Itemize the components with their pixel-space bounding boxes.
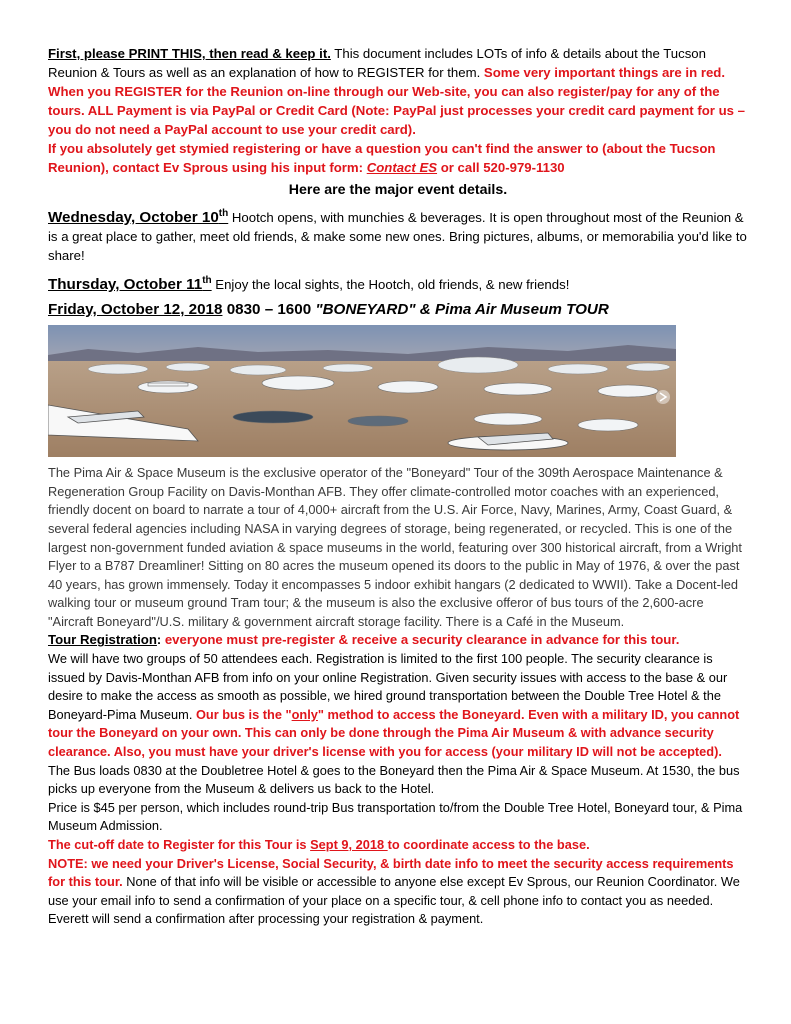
event-thursday-text: Enjoy the local sights, the Hootch, old friends, & new friends!: [211, 277, 570, 293]
bus-access-warning: " method to access the Boneyard. Even with a military ID, you cannot tour the Boneyard on your own. This can only be done through the Pima Air Museum & with advance security clearance. Also, you must have your driver's license with you for access (your military ID will not be accepted).: [48, 706, 740, 760]
event-friday-time: 0830 – 1600: [222, 301, 316, 319]
bus-schedule: The Bus loads 0830 at the Doubletree Hotel & goes to the Boneyard then the Pima Air & Space Museum. At 1530, the bus picks up everyone from the Museum & delivers us back to the Hotel.: [48, 762, 740, 797]
cutoff-notice: The cut-off date to Register for this Tour is Sept 9, 2018 to coordinate access to the base.: [48, 837, 590, 852]
preregister-notice: everyone must pre-register & receive a security clearance in advance for this tour.: [161, 632, 680, 648]
event-friday-date: Friday, October 12, 2018: [48, 301, 223, 319]
event-friday-tour-title: "BONEYARD" & Pima Air Museum TOUR: [315, 301, 609, 319]
contact-es-link[interactable]: Contact ES: [366, 160, 438, 175]
intro-description: This document includes LOTs of info & details about the Tucson Reunion & Tours as well as an explanation of how to REGISTER for them.: [48, 46, 706, 80]
registration-lead: Tour Registration: everyone must pre-register & receive a security clearance in advance for this tour.: [48, 632, 680, 648]
stymied-text: If you absolutely get stymied registering or have a question you can't find the answer to (about the Tucson Reunion), contact Ev Sprous using his input form:: [48, 141, 716, 175]
security-info-notice: NOTE: we need your Driver's License, Social Security, & birth date info to meet the security access requirements for this tour.: [48, 855, 734, 890]
phone-text: or call 520-979-1130: [437, 160, 565, 175]
major-events-heading: Here are the major event details.: [288, 182, 508, 198]
boneyard-aircraft-photo: [48, 325, 676, 457]
cutoff-date: Sept 9, 2018: [310, 837, 388, 852]
privacy-note-text: None of that info will be visible or accessible to anyone else except Ev Sprous, our Reunion Coordinator. We use your email info to send a confirmation of your place on a specific tour, & cell phone info to contact you as needed. Everett will send a confirmation after processing your registration & payment.: [48, 874, 740, 927]
registration-details-text: We will have two groups of 50 attendees each. Registration is limited to the first 100 people. The security clearance is issued by Davis-Monthan AFB from info on your online Registration. Given security issues with access to the base & our desire to make the access as smooth as possible, we hired ground transportation between the Double Tree Hotel & the Boneyard-Pima Museum.: [48, 651, 728, 722]
museum-description: The Pima Air & Space Museum is the exclusive operator of the "Boneyard" Tour of the 309th Aerospace Maintenance & Regeneration Group Facility on Davis-Monthan AFB. They offer climate-controlled motor coaches with an experienced, friendly docent on board to narrate a tour of 4,000+ aircraft from the U.S. Air Force, Navy, Marines, Army, Coast Guard, & several federal agencies including NASA in varying degrees of storage, being regenerated, or recycled. This is one of the largest non-government funded aviation & space museums in the world, featuring over 300 historical aircraft, from a Wright Flyer to a B787 Dreamliner! Sitting on 80 acres the museum opened its doors to the public in May of 1976, & over the past 40 years, has grown immensely. Today it encompasses 5 indoor exhibit hangars (2 dedicated to WWII). Take a Docent-led walking tour or museum ground Tram tour; & the museum is also the exclusive offeror of bus tours of the 2,600-acre "Aircraft Boneyard"/U.S. military & government aircraft storage facility. There is a Café in the Museum.: [48, 465, 742, 629]
document-page: [48, 44, 748, 929]
event-wednesday: [48, 204, 748, 265]
contact-paragraph: [48, 139, 748, 177]
carousel-next-icon[interactable]: [656, 390, 670, 404]
intro-paragraph: [48, 44, 748, 139]
event-thursday-date: Thursday, October 11th: [48, 275, 212, 294]
print-instruction: First, please PRINT THIS, then read & keep it.: [48, 46, 331, 61]
event-wednesday-text: Hootch opens, with munchies & beverages. It is open throughout most of the Reunion & is a great place to gather, meet old friends, & make some new ones. Bring pictures, albums, or memorabilia you'd like to share!: [48, 210, 747, 264]
privacy-note: [48, 855, 748, 929]
only-emphasis: only: [291, 706, 318, 722]
event-thursday: [48, 271, 748, 294]
tour-registration-heading: Tour Registration: [48, 632, 157, 648]
important-notice: Some very important things are in red. When you REGISTER for the Reunion on-line through our Web-site, you can also register/pay for any of the tours. ALL Payment is via PayPal or Credit Card (Note: PayPal just processes your credit card payment for us – you do not need a PayPal account to use your credit card).: [48, 65, 745, 137]
event-friday: [48, 300, 748, 319]
price-info: Price is $45 per person, which includes round-trip Bus transportation to/from the Double Tree Hotel, Boneyard tour, & Pima Museum Admission.: [48, 799, 743, 834]
event-wednesday-date: Wednesday, October 10th: [48, 208, 229, 227]
registration-details: We will have two groups of 50 attendees each. Registration is limited to the first 100 people. The security clearance is issued by Davis-Monthan AFB from info on your online Registration. Given security issues with access to the base & our desire to make the access as smooth as possible, we hired ground transportation between the Double Tree Hotel & the Boneyard-Pima Museum. Our bus is the "only" method to access the Boneyard. Even with a military ID, you cannot tour the Boneyard on your own. This can only be done through the Pima Air Museum & with advance security clearance. Also, you must have your driver's license with you for access (your military ID will not be accepted).: [48, 651, 740, 760]
